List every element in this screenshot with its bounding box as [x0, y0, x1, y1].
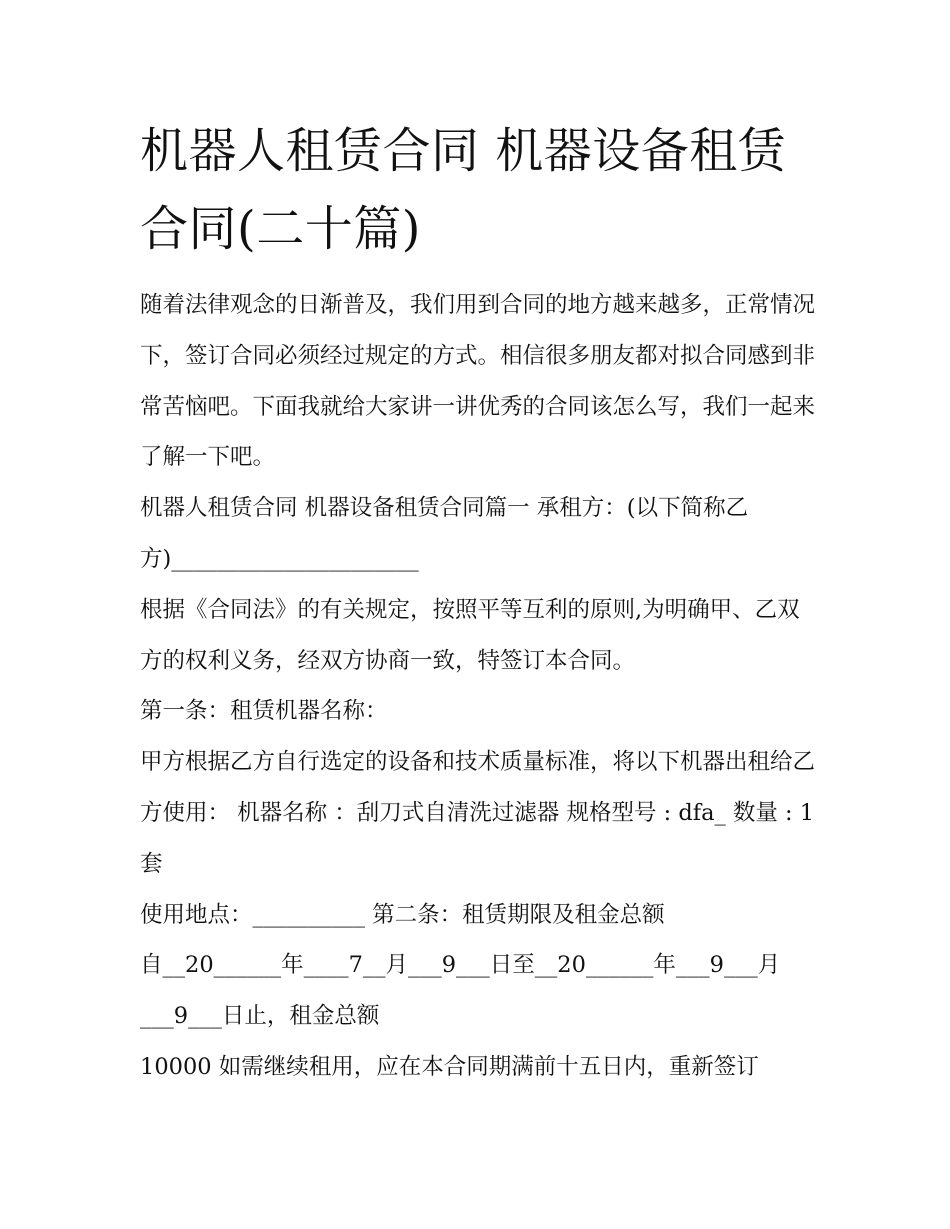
document-title: 机器人租赁合同 机器设备租赁合同(二十篇) — [140, 123, 787, 257]
paragraph-contract-heading: 机器人租赁合同 机器设备租赁合同篇一 承租方：(以下简称乙方)______________________ — [140, 495, 749, 572]
paragraph-location: 使用地点：__________ 第二条：租赁期限及租金总额 — [140, 901, 665, 928]
paragraph-renewal: 10000 如需继续租用，应在本合同期满前十五日内，重新签订 — [140, 1053, 759, 1080]
paragraph-legal-basis: 根据《合同法》的有关规定，按照平等互利的原则,为明确甲、乙双方的权利义务，经双方协商一致，特签订本合同。 — [140, 596, 800, 674]
paragraph-lease-period: 自__20______年____7__月___9___日至__20______年___9___月___9___日止，租金总额 — [140, 952, 781, 1030]
paragraph-machine-details: 甲方根据乙方自行选定的设备和技术质量标准，将以下机器出租给乙方使用： 机器名称 ：刮刀式自清洗过滤器 规格型号 : dfa_ 数量 : 1 套 — [140, 749, 816, 877]
paragraph-intro: 随着法律观念的日渐普及，我们用到合同的地方越来越多，正常情况下，签订合同必须经过规定的方式。相信很多朋友都对拟合同感到非常苦恼吧。下面我就给大家讲一讲优秀的合同该怎么写，我们一起来了解一下吧。 — [140, 292, 816, 471]
paragraph-article-one: 第一条：租赁机器名称： — [140, 698, 388, 725]
document-body — [140, 280, 820, 1093]
